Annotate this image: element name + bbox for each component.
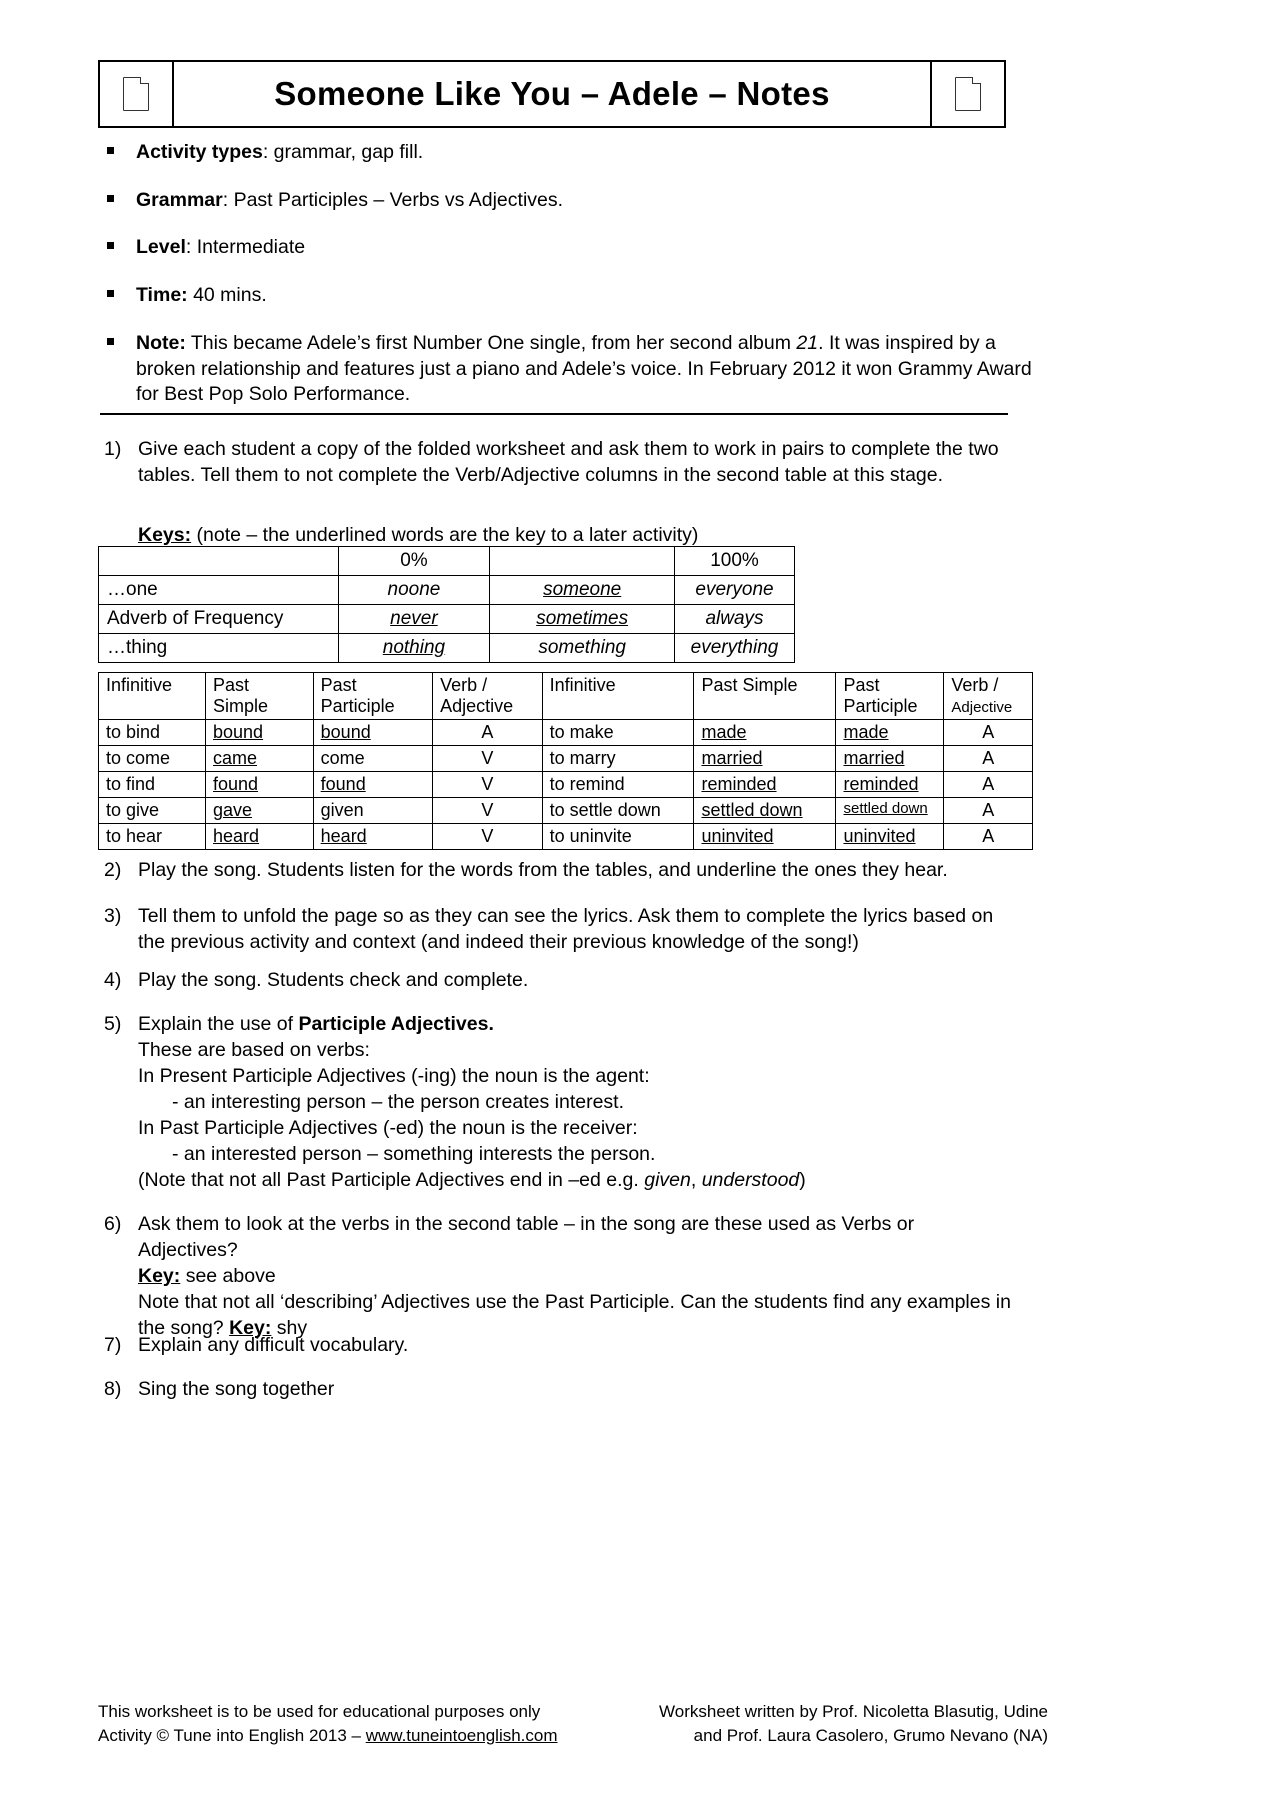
keys-header-100pct: 100%	[675, 547, 795, 576]
step-7	[98, 1333, 1018, 1359]
verb-r3-c7: A	[944, 798, 1033, 824]
verb-r1-c6: married	[836, 746, 944, 772]
footer-right-line2: and Prof. Laura Casolero, Grumo Nevano (NA)	[693, 1726, 1048, 1746]
page-footer	[98, 1700, 1048, 1748]
verb-r2-c2: found	[313, 772, 432, 798]
meta-value: Intermediate	[196, 236, 306, 259]
footer-right	[659, 1700, 1048, 1748]
step-text	[138, 1212, 1018, 1342]
keys-row1-col3	[675, 605, 795, 634]
step-5	[98, 1012, 1018, 1193]
meta-level	[136, 235, 1033, 261]
keys-row2-col0: …thing	[99, 634, 339, 663]
verb-r0-c5: made	[694, 720, 836, 746]
page-title: Someone Like You – Adele – Notes	[274, 75, 830, 112]
verb-r4-c5: uninvited	[694, 824, 836, 850]
verb-header-5: Past Simple	[694, 673, 836, 720]
step-8	[98, 1377, 1018, 1403]
keys-header-0pct: 0%	[338, 547, 490, 576]
step-text: Play the song. Students check and complete.	[138, 969, 529, 991]
s5-line7a: (Note that not all Past Participle Adjectives end in –ed e.g.	[138, 1168, 645, 1191]
s6-key-value: see above	[180, 1264, 276, 1287]
cell-text: sometimes	[536, 608, 629, 629]
verb-r4-c4: to uninvite	[542, 824, 694, 850]
footer-left	[98, 1700, 558, 1748]
verb-r0-c7: A	[944, 720, 1033, 746]
step-number: 8)	[104, 1378, 122, 1400]
keys-note: (note – the underlined words are the key to a later activity)	[191, 524, 699, 546]
header-right-icon-cell	[930, 62, 1004, 126]
keys-row0-col1	[338, 576, 490, 605]
note-text-part1: This became Adele’s first Number One single, from her second album	[185, 331, 797, 354]
step-text: Explain any difficult vocabulary.	[138, 1334, 409, 1356]
s5-line7b: ,	[690, 1168, 702, 1191]
s6-line3: Note that not all ‘describing’ Adjectives use the Past Participle. Can the students find any examples in the song?	[138, 1290, 1011, 1339]
cell-text: noone	[387, 579, 441, 600]
verb-r3-c1: gave	[206, 798, 314, 824]
s5-italic-given: given	[644, 1168, 691, 1191]
document-icon	[123, 77, 149, 111]
step-2	[98, 858, 1018, 884]
step-text: Give each student a copy of the folded worksheet and ask them to work in pairs to complete the two tables. Tell them to not complete the Verb/Adjective columns in the second table at this stage.	[138, 438, 999, 486]
step-text: Tell them to unfold the page so as they can see the lyrics. Ask them to complete the lyrics based on the previous activity and context (and indeed their previous knowledge of the song!)	[138, 905, 994, 953]
bullet-icon	[98, 188, 136, 202]
table-row	[99, 746, 1033, 772]
document-icon	[955, 77, 981, 111]
s6-key2-label: Key:	[229, 1316, 272, 1339]
meta-value: grammar, gap fill.	[273, 141, 424, 163]
list-item	[98, 140, 1033, 166]
verb-header-1: Past Simple	[206, 673, 314, 720]
table-row	[99, 772, 1033, 798]
meta-grammar	[136, 188, 1033, 214]
verb-r4-c0: to hear	[99, 824, 206, 850]
verb-r0-c6: made	[836, 720, 944, 746]
bullet-icon	[98, 283, 136, 297]
meta-time	[136, 283, 1033, 309]
meta-label: Activity types	[136, 141, 263, 163]
meta-label: Level	[136, 236, 186, 259]
keys-row2-col3	[675, 634, 795, 663]
verb-r1-c2: come	[313, 746, 432, 772]
bullet-icon	[98, 331, 136, 345]
verb-r3-c0: to give	[99, 798, 206, 824]
meta-sep: :	[185, 236, 197, 259]
keys-row2-col2	[490, 634, 675, 663]
footer-copyright: Activity © Tune into English 2013 –	[98, 1726, 366, 1746]
note-album: 21	[796, 331, 819, 354]
step-4	[98, 968, 1018, 994]
verb-r3-c4: to settle down	[542, 798, 694, 824]
verb-r1-c4: to marry	[542, 746, 694, 772]
list-item	[98, 235, 1033, 261]
verb-r0-c3: A	[433, 720, 543, 746]
s5-bold: Participle Adjectives.	[298, 1013, 494, 1035]
verb-r4-c2: heard	[313, 824, 432, 850]
table-row	[99, 673, 1033, 720]
verb-r2-c5: reminded	[694, 772, 836, 798]
verb-r4-c1: heard	[206, 824, 314, 850]
meta-label: Time:	[136, 284, 188, 307]
verb-r3-c6: settled down	[836, 798, 944, 824]
step-number: 7)	[104, 1334, 122, 1356]
keys-row1-col1	[338, 605, 490, 634]
step-number: 1)	[104, 438, 122, 460]
keys-row1-col2	[490, 605, 675, 634]
s5-line4: - an interesting person – the person creates interest.	[172, 1090, 625, 1113]
step-number: 4)	[104, 969, 122, 991]
verb-header-6: Past Participle	[836, 673, 944, 720]
meta-list	[98, 140, 1033, 430]
header-left-icon-cell	[100, 62, 174, 126]
verb-r2-c3: V	[433, 772, 543, 798]
divider	[100, 413, 1008, 415]
verb-header-3: Verb / Adjective	[433, 673, 543, 720]
keys-heading	[138, 524, 698, 547]
s5-italic-understood: understood	[701, 1168, 800, 1191]
list-item	[98, 283, 1033, 309]
header-title-cell	[174, 62, 930, 126]
verb-r2-c4: to remind	[542, 772, 694, 798]
verb-r2-c1: found	[206, 772, 314, 798]
verb-r3-c2: given	[313, 798, 432, 824]
cell-text: someone	[543, 579, 622, 600]
verb-r4-c7: A	[944, 824, 1033, 850]
note-text-part2: . It was inspired by a broken relationship and features just a piano and Adele’s voice. In February 2012 it won Grammy Award for Best Pop Solo Performance.	[136, 331, 1032, 406]
footer-website-link[interactable]: www.tuneintoenglish.com	[365, 1726, 558, 1746]
s5-line7c: )	[799, 1168, 806, 1191]
list-item	[98, 331, 1033, 408]
table-row	[99, 576, 795, 605]
meta-sep: :	[262, 141, 274, 163]
cell-text: something	[538, 637, 626, 658]
s5-line2: These are based on verbs:	[138, 1038, 370, 1061]
page-header	[98, 60, 1006, 128]
list-item	[98, 188, 1033, 214]
meta-label: Note:	[136, 331, 186, 354]
table-row	[99, 720, 1033, 746]
verb-r3-c5: settled down	[694, 798, 836, 824]
step-number: 6)	[104, 1213, 122, 1235]
verb-r0-c1: bound	[206, 720, 314, 746]
table-row	[99, 634, 795, 663]
cell-text: everything	[690, 637, 779, 658]
verb-r2-c0: to find	[99, 772, 206, 798]
s5-line3: In Present Participle Adjectives (-ing) the noun is the agent:	[138, 1064, 650, 1087]
keys-row0-col0: …one	[99, 576, 339, 605]
step-6	[98, 1212, 1018, 1342]
step-text	[138, 1012, 1018, 1193]
verb-r0-c2: bound	[313, 720, 432, 746]
table-row	[99, 798, 1033, 824]
verb-r2-c7: A	[944, 772, 1033, 798]
meta-label: Grammar	[136, 188, 223, 211]
cell-text: always	[705, 608, 764, 629]
verb-r1-c1: came	[206, 746, 314, 772]
step-text: Play the song. Students listen for the words from the tables, and underline the ones they hear.	[138, 859, 948, 881]
verb-r3-c3: V	[433, 798, 543, 824]
step-number: 5)	[104, 1013, 122, 1035]
s5-line6: - an interested person – something interests the person.	[172, 1142, 656, 1165]
keys-row0-col3	[675, 576, 795, 605]
keys-row0-col2	[490, 576, 675, 605]
s6-key2-value: shy	[271, 1316, 308, 1339]
keys-header-blank	[99, 547, 339, 576]
keys-row2-col1	[338, 634, 490, 663]
verb-r2-c6: reminded	[836, 772, 944, 798]
verb-r0-c0: to bind	[99, 720, 206, 746]
verb-header-0: Infinitive	[99, 673, 206, 720]
step-3	[98, 904, 1018, 956]
verb-r4-c6: uninvited	[836, 824, 944, 850]
verb-r4-c3: V	[433, 824, 543, 850]
table-row	[99, 824, 1033, 850]
s6-key-label: Key:	[138, 1264, 181, 1287]
cell-text: nothing	[382, 637, 446, 658]
step-number: 3)	[104, 905, 122, 927]
keys-row1-col0: Adverb of Frequency	[99, 605, 339, 634]
bullet-icon	[98, 140, 136, 154]
s6-line1: Ask them to look at the verbs in the second table – in the song are these used as Verbs or Adjectives?	[138, 1213, 915, 1261]
meta-value: Past Participles – Verbs vs Adjectives.	[233, 188, 564, 211]
cell-text: never	[390, 608, 438, 629]
step-number: 2)	[104, 859, 122, 881]
verb-r1-c3: V	[433, 746, 543, 772]
keys-label: Keys:	[138, 524, 192, 546]
meta-note	[136, 331, 1033, 408]
table-row	[99, 547, 795, 576]
verb-r1-c0: to come	[99, 746, 206, 772]
verb-table	[98, 672, 1033, 850]
keys-table	[98, 546, 795, 663]
footer-right-line1: Worksheet written by Prof. Nicoletta Blasutig, Udine	[659, 1702, 1048, 1721]
meta-sep: :	[222, 188, 234, 211]
table-row	[99, 605, 795, 634]
keys-header-mid	[490, 547, 675, 576]
meta-value: 40 mins.	[193, 284, 267, 307]
footer-left-line2	[98, 1724, 558, 1748]
s5-line5: In Past Participle Adjectives (-ed) the noun is the receiver:	[138, 1116, 638, 1139]
verb-header-4: Infinitive	[542, 673, 694, 720]
cell-text: everyone	[695, 579, 774, 600]
verb-r1-c5: married	[694, 746, 836, 772]
footer-left-line1: This worksheet is to be used for educational purposes only	[98, 1702, 541, 1721]
verb-header-7: Verb / Adjective	[944, 673, 1033, 720]
verb-r0-c4: to make	[542, 720, 694, 746]
verb-r1-c7: A	[944, 746, 1033, 772]
step-1	[98, 437, 1018, 489]
step-text: Sing the song together	[138, 1378, 335, 1400]
meta-activity-types	[136, 140, 1033, 166]
bullet-icon	[98, 235, 136, 249]
verb-header-2: Past Participle	[313, 673, 432, 720]
s5-lead: Explain the use of	[138, 1013, 299, 1035]
